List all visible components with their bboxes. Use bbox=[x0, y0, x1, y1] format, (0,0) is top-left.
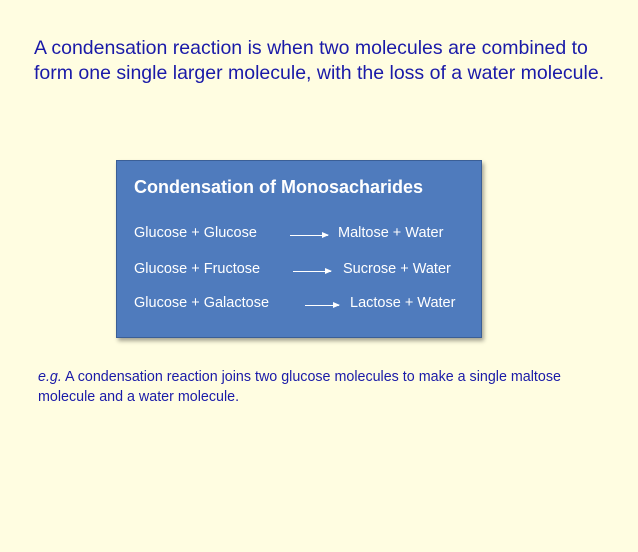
equation-products: Sucrose + Water bbox=[343, 261, 451, 277]
equation-products: Maltose + Water bbox=[338, 225, 444, 241]
example-prefix: e.g. bbox=[38, 369, 62, 385]
example-text: A condensation reaction joins two glucose molecules to make a single maltose molecule and a water molecule. bbox=[38, 369, 561, 405]
equation-reactants: Glucose + Fructose bbox=[134, 261, 261, 277]
condensation-panel bbox=[116, 160, 482, 338]
equation-row bbox=[134, 261, 454, 281]
equation-row bbox=[134, 225, 454, 245]
equation-products: Lactose + Water bbox=[350, 295, 456, 311]
example-paragraph bbox=[38, 367, 608, 407]
equation-reactants: Glucose + Galactose bbox=[134, 295, 270, 311]
equation-row bbox=[134, 295, 454, 315]
arrow-right-icon bbox=[293, 271, 331, 272]
arrow-right-icon bbox=[305, 305, 339, 306]
panel-title: Condensation of Monosacharides bbox=[134, 177, 424, 197]
intro-paragraph: A condensation reaction is when two molecules are combined to form one single larger molecule, with the loss of a water molecule. bbox=[34, 37, 605, 84]
equation-reactants: Glucose + Glucose bbox=[134, 225, 257, 241]
arrow-right-icon bbox=[290, 235, 328, 236]
